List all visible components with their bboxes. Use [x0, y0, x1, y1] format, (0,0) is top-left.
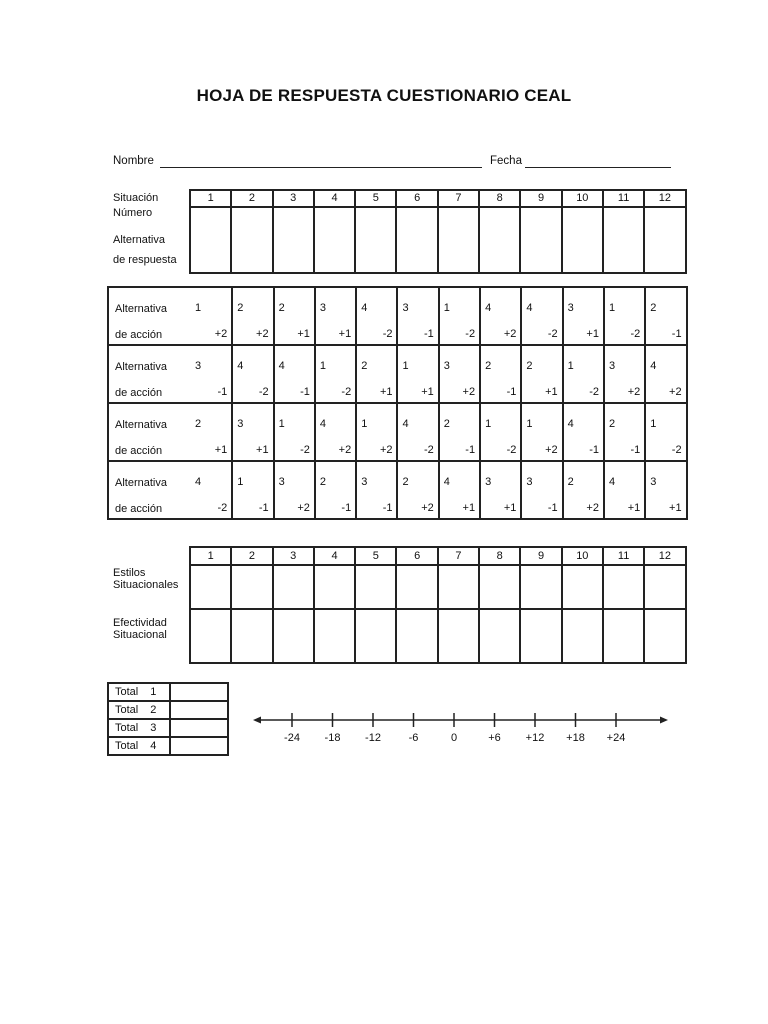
- total-row: [108, 701, 228, 719]
- action-cell[interactable]: [521, 287, 562, 345]
- alternative-number: 2: [237, 302, 244, 314]
- action-cell[interactable]: [480, 461, 521, 519]
- action-cell[interactable]: [315, 461, 356, 519]
- alternative-number: 1: [526, 418, 533, 430]
- alternative-number: 3: [567, 302, 574, 314]
- style-cell-10[interactable]: [562, 565, 603, 609]
- effectiveness-label-2: Situacional: [113, 629, 167, 641]
- alternative-number: 3: [319, 302, 327, 314]
- alternative-points: -1: [382, 502, 393, 514]
- answer-cell-8[interactable]: [479, 207, 520, 273]
- alternative-number: 2: [402, 476, 409, 488]
- styles-number-2: 2: [231, 547, 272, 565]
- effectiveness-cell-2[interactable]: [231, 609, 272, 663]
- situation-table: [107, 189, 687, 274]
- situation-number-6: 6: [396, 190, 437, 207]
- alternative-points: -1: [341, 502, 352, 514]
- date-field[interactable]: [525, 167, 671, 168]
- action-cell[interactable]: [563, 403, 604, 461]
- alternative-number: 4: [402, 418, 409, 430]
- styles-number-10: 10: [562, 547, 603, 565]
- answer-cell-4[interactable]: [314, 207, 355, 273]
- alternative-number: 2: [485, 360, 492, 372]
- alternative-number: 3: [608, 360, 616, 372]
- total-row: [108, 737, 228, 755]
- action-cell[interactable]: [397, 403, 438, 461]
- alternative-points: -1: [217, 386, 228, 398]
- page-title: HOJA DE RESPUESTA CUESTIONARIO CEAL: [196, 86, 572, 105]
- total-value-cell[interactable]: [170, 701, 228, 719]
- alternative-number: 3: [485, 476, 492, 488]
- alternative-points: +2: [214, 328, 228, 340]
- alternative-number: 2: [526, 360, 533, 372]
- style-cell-3[interactable]: [273, 565, 314, 609]
- alternative-points: +1: [669, 502, 682, 514]
- alternative-points: +2: [545, 444, 558, 456]
- effectiveness-cell-7[interactable]: [438, 609, 479, 663]
- left-arrow-icon: [253, 717, 261, 724]
- alternative-number: 3: [526, 476, 533, 488]
- action-label: Alternativa: [115, 361, 167, 373]
- style-cell-9[interactable]: [520, 565, 561, 609]
- answer-cell-6[interactable]: [396, 207, 437, 273]
- situation-number-10: 10: [562, 190, 603, 207]
- action-cell[interactable]: [397, 345, 438, 403]
- alternative-points: +1: [503, 502, 517, 514]
- alternative-number: 3: [361, 476, 368, 488]
- action-cell[interactable]: [356, 461, 397, 519]
- total-label-cell: [108, 701, 170, 719]
- alternative-points: +1: [338, 328, 352, 340]
- alternative-points: +2: [379, 444, 393, 456]
- total-number: 2: [150, 704, 157, 716]
- action-cell[interactable]: [397, 461, 438, 519]
- action-label-2: de acción: [115, 503, 163, 515]
- effectiveness-cell-3[interactable]: [273, 609, 314, 663]
- alternative-number: 4: [608, 476, 616, 488]
- total-label-cell: [108, 683, 170, 701]
- alternative-points: -2: [547, 328, 558, 340]
- action-cell[interactable]: [480, 345, 521, 403]
- alternative-points: -2: [589, 386, 599, 398]
- alternative-number: 4: [443, 476, 450, 488]
- total-number: 1: [150, 686, 157, 698]
- alternative-points: +2: [421, 502, 434, 514]
- action-cell[interactable]: [191, 345, 232, 403]
- action-cell[interactable]: [356, 403, 397, 461]
- style-cell-7[interactable]: [438, 565, 479, 609]
- effectiveness-label: Efectividad: [113, 617, 167, 629]
- alternative-points: -2: [671, 444, 682, 456]
- style-cell-8[interactable]: [479, 565, 520, 609]
- alternative-points: +1: [627, 502, 641, 514]
- action-cell[interactable]: [439, 461, 480, 519]
- action-row: [108, 345, 687, 403]
- alternative-number: 1: [278, 418, 285, 430]
- alternative-points: +1: [545, 386, 558, 398]
- alternative-number: 1: [402, 360, 409, 372]
- action-row: [108, 403, 687, 461]
- action-row: [108, 287, 687, 345]
- alternative-points: -1: [671, 328, 682, 340]
- total-number: 4: [150, 740, 157, 752]
- alternative-number: 4: [195, 476, 202, 488]
- answer-cell-10[interactable]: [562, 207, 603, 273]
- alternative-number: 1: [485, 418, 492, 430]
- action-cell[interactable]: [645, 287, 686, 345]
- alternative-number: 1: [361, 418, 368, 430]
- situation-number-12: 12: [644, 190, 685, 207]
- alternative-number: 2: [361, 360, 368, 372]
- action-cell[interactable]: [191, 461, 232, 519]
- effectiveness-cell-12[interactable]: [644, 609, 685, 663]
- number-line-tick-label: -12: [365, 732, 381, 744]
- answer-cell-7[interactable]: [438, 207, 479, 273]
- action-cell[interactable]: [232, 403, 273, 461]
- action-row-label: [108, 345, 191, 403]
- action-cell[interactable]: [191, 287, 232, 345]
- alternative-number: 3: [443, 360, 450, 372]
- alternative-points: -2: [382, 328, 393, 340]
- answer-cell-2[interactable]: [231, 207, 272, 273]
- action-cell[interactable]: [397, 287, 438, 345]
- action-cell[interactable]: [315, 403, 356, 461]
- alternative-number: 2: [608, 418, 616, 430]
- action-cell[interactable]: [604, 287, 645, 345]
- answer-cell-3[interactable]: [273, 207, 314, 273]
- action-cell[interactable]: [604, 345, 645, 403]
- effectiveness-cell-4[interactable]: [314, 609, 355, 663]
- alternative-points: -1: [506, 386, 517, 398]
- alternative-points: +1: [379, 386, 393, 398]
- alternative-number: 2: [319, 476, 327, 488]
- total-row: [108, 683, 228, 701]
- action-cell[interactable]: [521, 403, 562, 461]
- total-label: Total: [115, 686, 139, 698]
- alternative-number: 3: [195, 360, 202, 372]
- alternative-points: -2: [424, 444, 434, 456]
- situation-number-11: 11: [603, 190, 644, 207]
- style-cell-12[interactable]: [644, 565, 685, 609]
- alternative-points: -2: [630, 328, 641, 340]
- alternative-points: -2: [465, 328, 476, 340]
- action-label: Alternativa: [115, 477, 167, 489]
- action-cell[interactable]: [191, 403, 232, 461]
- right-arrow-icon: [660, 717, 668, 724]
- action-row-label: [108, 403, 191, 461]
- action-cell[interactable]: [274, 403, 315, 461]
- alternative-points: +1: [421, 386, 434, 398]
- alternative-number: 3: [402, 302, 409, 314]
- action-cell[interactable]: [315, 345, 356, 403]
- alternative-points: +1: [462, 502, 476, 514]
- effectiveness-cell-6[interactable]: [396, 609, 437, 663]
- total-label: Total: [115, 722, 139, 734]
- action-table: [107, 286, 688, 520]
- styles-number-4: 4: [314, 547, 355, 565]
- number-line-tick-label: -6: [408, 732, 419, 744]
- action-cell[interactable]: [439, 287, 480, 345]
- alternative-points: +1: [214, 444, 228, 456]
- situation-number-9: 9: [520, 190, 561, 207]
- action-cell[interactable]: [563, 287, 604, 345]
- action-label-2: de acción: [115, 445, 163, 457]
- style-cell-1[interactable]: [190, 565, 231, 609]
- total-value-cell[interactable]: [170, 737, 228, 755]
- action-row-label: [108, 461, 191, 519]
- action-cell[interactable]: [604, 461, 645, 519]
- total-number: 3: [150, 722, 157, 734]
- alternative-number: 1: [650, 418, 657, 430]
- action-cell[interactable]: [604, 403, 645, 461]
- styles-number-3: 3: [273, 547, 314, 565]
- total-label: Total: [115, 740, 139, 752]
- action-cell[interactable]: [274, 287, 315, 345]
- action-cell[interactable]: [563, 461, 604, 519]
- total-value-cell[interactable]: [170, 719, 228, 737]
- effectiveness-number-line: [250, 704, 670, 748]
- styles-number-6: 6: [396, 547, 437, 565]
- alternative-number: 4: [278, 360, 285, 372]
- name-field[interactable]: [160, 167, 482, 168]
- alternative-points: +2: [627, 386, 641, 398]
- answer-cell-5[interactable]: [355, 207, 396, 273]
- effectiveness-cell-11[interactable]: [603, 609, 644, 663]
- alternative-number: 2: [443, 418, 450, 430]
- action-cell[interactable]: [645, 403, 686, 461]
- action-label-2: de acción: [115, 329, 163, 341]
- alternative-number: 3: [237, 418, 244, 430]
- total-label: Total: [115, 704, 139, 716]
- number-line-tick-label: +18: [566, 732, 585, 744]
- number-line-tick-label: -24: [284, 732, 300, 744]
- alternative-points: -2: [258, 386, 269, 398]
- action-row: [108, 461, 687, 519]
- action-cell[interactable]: [521, 461, 562, 519]
- alternative-points: -2: [300, 444, 310, 456]
- name-label: Nombre: [113, 155, 154, 167]
- alternative-number: 4: [650, 360, 657, 372]
- alternative-points: +2: [297, 502, 310, 514]
- effectiveness-cell-1[interactable]: [190, 609, 231, 663]
- alternative-number: 4: [526, 302, 533, 314]
- situation-number-8: 8: [479, 190, 520, 207]
- alternative-number: 1: [319, 360, 327, 372]
- number-line-tick-label: 0: [450, 732, 458, 744]
- situation-number-5: 5: [355, 190, 396, 207]
- alternative-points: -1: [630, 444, 641, 456]
- total-label-cell: [108, 737, 170, 755]
- alternative-number: 4: [319, 418, 327, 430]
- alternative-points: -1: [465, 444, 476, 456]
- situation-number-2: 2: [231, 190, 272, 207]
- action-cell[interactable]: [274, 461, 315, 519]
- styles-number-5: 5: [355, 547, 396, 565]
- styles-number-11: 11: [603, 547, 644, 565]
- action-cell[interactable]: [645, 461, 686, 519]
- answer-label: Alternativa: [113, 234, 165, 246]
- alternative-number: 4: [485, 302, 492, 314]
- number-line-tick-label: +6: [488, 732, 501, 744]
- effectiveness-cell-9[interactable]: [520, 609, 561, 663]
- alternative-points: +2: [503, 328, 517, 340]
- number-line-tick-label: +24: [606, 732, 626, 744]
- alternative-points: +1: [256, 444, 269, 456]
- style-cell-5[interactable]: [355, 565, 396, 609]
- action-label: Alternativa: [115, 419, 167, 431]
- answer-cell-9[interactable]: [520, 207, 561, 273]
- alternative-number: 3: [278, 476, 285, 488]
- alternative-points: -1: [258, 502, 269, 514]
- style-cell-11[interactable]: [603, 565, 644, 609]
- action-cell[interactable]: [356, 345, 397, 403]
- number-line-tick-label: -18: [324, 732, 341, 744]
- total-label-cell: [108, 719, 170, 737]
- total-row: [108, 719, 228, 737]
- effectiveness-cell-10[interactable]: [562, 609, 603, 663]
- alternative-number: 2: [195, 418, 202, 430]
- alternative-number: 1: [567, 360, 574, 372]
- style-cell-2[interactable]: [231, 565, 272, 609]
- alternative-number: 4: [567, 418, 574, 430]
- alternative-points: +1: [586, 328, 599, 340]
- action-cell[interactable]: [480, 403, 521, 461]
- styles-table: [107, 546, 687, 664]
- alternative-points: +2: [462, 386, 476, 398]
- alternative-number: 3: [650, 476, 657, 488]
- alternative-number: 1: [237, 476, 244, 488]
- alternative-points: +2: [338, 444, 352, 456]
- action-cell[interactable]: [439, 403, 480, 461]
- date-label: Fecha: [490, 155, 522, 167]
- action-label-2: de acción: [115, 387, 163, 399]
- alternative-number: 4: [361, 302, 368, 314]
- situation-number-4: 4: [314, 190, 355, 207]
- answer-cell-1[interactable]: [190, 207, 231, 273]
- alternative-points: -2: [341, 386, 352, 398]
- situation-number-7: 7: [438, 190, 479, 207]
- action-cell[interactable]: [645, 345, 686, 403]
- answer-cell-11[interactable]: [603, 207, 644, 273]
- alternative-points: +2: [586, 502, 599, 514]
- situation-label: Situación: [113, 192, 159, 204]
- situation-number-1: 1: [190, 190, 231, 207]
- alternative-points: -1: [547, 502, 558, 514]
- total-value-cell[interactable]: [170, 683, 228, 701]
- alternative-number: 2: [650, 302, 657, 314]
- alternative-number: 2: [278, 302, 285, 314]
- answer-cell-12[interactable]: [644, 207, 685, 273]
- styles-label: Estilos: [113, 567, 146, 579]
- action-cell[interactable]: [232, 287, 273, 345]
- effectiveness-cell-8[interactable]: [479, 609, 520, 663]
- alternative-points: -1: [589, 444, 599, 456]
- alternative-number: 2: [567, 476, 574, 488]
- answer-label-2: de respuesta: [113, 254, 177, 266]
- number-line-tick-label: +12: [525, 732, 545, 744]
- situation-number-label: Número: [113, 207, 153, 219]
- alternative-points: +2: [256, 328, 269, 340]
- alternative-points: +2: [669, 386, 682, 398]
- alternative-number: 1: [195, 302, 202, 314]
- styles-number-8: 8: [479, 547, 520, 565]
- action-cell[interactable]: [521, 345, 562, 403]
- alternative-number: 4: [237, 360, 244, 372]
- totals-table: [107, 682, 229, 756]
- style-cell-4[interactable]: [314, 565, 355, 609]
- action-cell[interactable]: [563, 345, 604, 403]
- action-cell[interactable]: [315, 287, 356, 345]
- action-cell[interactable]: [232, 461, 273, 519]
- alternative-number: 1: [443, 302, 450, 314]
- styles-number-7: 7: [438, 547, 479, 565]
- situation-number-3: 3: [273, 190, 314, 207]
- action-cell[interactable]: [480, 287, 521, 345]
- alternative-points: -1: [300, 386, 310, 398]
- alternative-number: 1: [608, 302, 616, 314]
- style-cell-6[interactable]: [396, 565, 437, 609]
- styles-number-12: 12: [644, 547, 685, 565]
- styles-number-1: 1: [190, 547, 231, 565]
- alternative-points: -2: [506, 444, 517, 456]
- action-cell[interactable]: [232, 345, 273, 403]
- alternative-points: -1: [424, 328, 434, 340]
- action-row-label: [108, 287, 191, 345]
- effectiveness-cell-5[interactable]: [355, 609, 396, 663]
- action-cell[interactable]: [274, 345, 315, 403]
- styles-label-2: Situacionales: [113, 579, 179, 591]
- alternative-points: +1: [297, 328, 310, 340]
- action-cell[interactable]: [439, 345, 480, 403]
- action-cell[interactable]: [356, 287, 397, 345]
- action-label: Alternativa: [115, 303, 167, 315]
- alternative-points: -2: [217, 502, 228, 514]
- styles-number-9: 9: [520, 547, 561, 565]
